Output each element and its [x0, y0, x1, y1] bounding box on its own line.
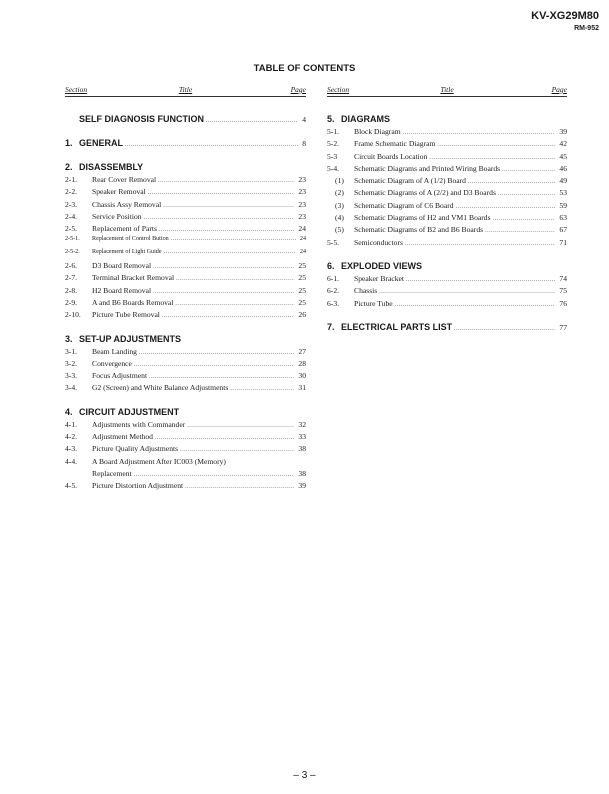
leader-dots: [405, 241, 555, 247]
section-title: DISASSEMBLY: [79, 162, 144, 172]
section-title: DIAGRAMS: [341, 114, 390, 124]
section-number: 3.: [65, 333, 73, 344]
toc-entry[interactable]: [65, 261, 306, 273]
entry-page: 75: [559, 286, 567, 296]
leader-dots: [437, 142, 555, 148]
entry-title: Schematic Diagram of C6 Board: [354, 200, 454, 210]
entry-title: Replacement: [92, 468, 132, 478]
entry-title: Schematic Diagram of A (1/2) Board: [354, 176, 466, 186]
page-number: – 3 –: [293, 770, 316, 781]
section-number: 4.: [65, 406, 73, 417]
toc-entry[interactable]: [65, 420, 306, 432]
entry-number: (5): [335, 225, 344, 235]
toc-entry[interactable]: [65, 444, 306, 456]
toc-left-column: [65, 86, 306, 494]
entry-title: Replacement of Light Guide: [92, 248, 162, 255]
entry-title: A and B6 Boards Removal: [92, 297, 174, 307]
column-header: [327, 86, 567, 97]
model-number: KV-XG29M80: [531, 10, 599, 22]
leader-dots: [175, 301, 294, 307]
toc-entry[interactable]: [327, 225, 567, 237]
toc-entry[interactable]: [65, 286, 306, 298]
entry-number: 4-5.: [65, 481, 78, 491]
entry-number: 2-10.: [65, 310, 81, 320]
toc-entry[interactable]: [65, 469, 306, 481]
header-section: Section: [65, 85, 88, 94]
leader-dots: [206, 118, 298, 124]
entry-page: 28: [298, 358, 306, 368]
entry-page: 45: [559, 151, 567, 161]
toc-list-disassembly: [65, 175, 306, 323]
toc-entry[interactable]: [65, 273, 306, 285]
leader-dots: [395, 302, 556, 308]
toc-entry[interactable]: [65, 383, 306, 395]
entry-number: 6-1.: [327, 273, 340, 283]
leader-dots: [153, 289, 294, 295]
toc-entry[interactable]: [65, 457, 306, 469]
entry-number: 5-2.: [327, 139, 340, 149]
toc-entry[interactable]: [65, 175, 306, 187]
leader-dots: [403, 130, 556, 136]
entry-page: 24: [299, 236, 306, 243]
entry-title: Picture Tube: [354, 298, 393, 308]
entry-page: 71: [559, 237, 567, 247]
remote-model: RM-952: [574, 25, 599, 32]
entry-number: 2-9.: [65, 297, 78, 307]
entry-title: Chassis: [354, 286, 378, 296]
leader-dots: [159, 227, 294, 233]
entry-page: 24: [299, 248, 306, 255]
leader-dots: [456, 204, 556, 210]
entry-number: 2-4.: [65, 211, 78, 221]
entry-page: 39: [298, 481, 306, 491]
entry-page: 23: [298, 199, 306, 209]
leader-dots: [171, 236, 296, 242]
entry-title: Adjustments with Commander: [92, 419, 186, 429]
toc-list-diagrams: [327, 127, 567, 250]
entry-page: 31: [298, 383, 306, 393]
entry-number: (1): [335, 176, 344, 186]
entry-number: (3): [335, 200, 344, 210]
entry-title: Frame Schematic Diagram: [354, 139, 436, 149]
leader-dots: [502, 167, 555, 173]
entry-page: 63: [559, 213, 567, 223]
entry-title: Beam Landing: [92, 346, 137, 356]
entry-page: 38: [298, 468, 306, 478]
entry-page: 25: [298, 273, 306, 283]
entry-title: Speaker Bracket: [354, 273, 404, 283]
section-title: CIRCUIT ADJUSTMENT: [79, 406, 180, 417]
leader-dots: [162, 313, 294, 319]
toc-right-column: [327, 86, 567, 335]
toc-entry[interactable]: [65, 310, 306, 322]
toc-entry[interactable]: [65, 236, 306, 248]
leader-dots: [158, 178, 294, 184]
entry-title: Terminal Bracket Removal: [92, 273, 175, 283]
leader-dots: [379, 289, 555, 295]
header-title: Title: [178, 85, 193, 94]
entry-page: 38: [298, 444, 306, 454]
entry-title: Picture Distortion Adjustment: [92, 481, 184, 491]
entry-title: Replacement of Parts: [92, 224, 157, 234]
entry-number: 2-3.: [65, 199, 78, 209]
toc-entry[interactable]: [327, 299, 567, 311]
entry-number: 2-6.: [65, 261, 78, 271]
entry-title: Adjustment Method: [92, 432, 153, 442]
entry-number: 3-4.: [65, 383, 78, 393]
entry-page: 23: [298, 187, 306, 197]
entry-title: Semiconductors: [354, 237, 403, 247]
leader-dots: [185, 484, 294, 490]
entry-number: 2-8.: [65, 285, 78, 295]
leader-dots: [485, 228, 555, 234]
section-number: 2.: [65, 162, 73, 172]
entry-page: 32: [298, 419, 306, 429]
toc-list-circuit: [65, 420, 306, 494]
entry-page: 25: [298, 261, 306, 271]
leader-dots: [429, 155, 555, 161]
entry-number: 2-1.: [65, 175, 78, 184]
toc-section-electrical-parts-list[interactable]: [327, 322, 567, 335]
leader-dots: [187, 423, 294, 429]
entry-page: 26: [298, 310, 306, 320]
entry-page: 42: [559, 139, 567, 149]
entry-page: 59: [559, 200, 567, 210]
leader-dots: [468, 179, 555, 185]
leader-dots: [155, 435, 294, 441]
leader-dots: [406, 277, 555, 283]
entry-page: 49: [559, 176, 567, 186]
toc-entry[interactable]: [65, 298, 306, 310]
entry-title: Convergence: [92, 358, 132, 368]
leader-dots: [144, 215, 295, 221]
entry-title: Replacement of Control Button: [92, 236, 169, 243]
header-section: Section: [327, 85, 350, 94]
page-title: TABLE OF CONTENTS: [253, 63, 356, 74]
entry-number: 5-4.: [327, 163, 340, 173]
entry-number: 3-2.: [65, 358, 78, 368]
column-header: [65, 86, 306, 97]
toc-entry[interactable]: [65, 224, 306, 236]
leader-dots: [493, 216, 556, 222]
entry-number: 2-5-2.: [65, 248, 80, 255]
entry-number: 6-3.: [327, 298, 340, 308]
toc-entry[interactable]: [327, 201, 567, 213]
leader-dots: [163, 203, 294, 209]
section-page: 8: [302, 139, 306, 148]
entry-page: 76: [559, 298, 567, 308]
toc-entry[interactable]: [65, 481, 306, 493]
toc-list-exploded: [327, 274, 567, 311]
entry-number: 6-2.: [327, 286, 340, 296]
entry-page: 53: [559, 188, 567, 198]
section-number: 1.: [65, 138, 73, 148]
entry-number: 4-2.: [65, 432, 78, 442]
entry-title: Rear Cover Removal: [92, 175, 157, 184]
entry-title: G2 (Screen) and White Balance Adjustments: [92, 383, 229, 393]
toc-entry[interactable]: [327, 238, 567, 250]
toc-section-diagrams[interactable]: [327, 114, 567, 127]
leader-dots: [230, 386, 294, 392]
header-page: Page: [551, 85, 567, 94]
entry-title: Schematic Diagrams of H2 and VM1 Boards: [354, 213, 491, 223]
entry-number: 2-5-1.: [65, 236, 80, 243]
toc-entry[interactable]: [65, 371, 306, 383]
entry-number: 2-2.: [65, 187, 78, 197]
entry-title: Circuit Boards Location: [354, 151, 428, 161]
leader-dots: [139, 350, 294, 356]
toc-entry[interactable]: [327, 152, 567, 164]
entry-page: 33: [298, 432, 306, 442]
toc-entry[interactable]: [65, 187, 306, 199]
leader-dots: [180, 447, 294, 453]
leader-dots: [164, 249, 296, 255]
entry-title: Picture Tube Removal: [92, 310, 160, 320]
entry-page: 24: [298, 224, 306, 234]
entry-title: Focus Adjustment: [92, 371, 148, 381]
toc-entry[interactable]: [327, 213, 567, 225]
entry-page: 46: [559, 163, 567, 173]
entry-title: Schematic Diagrams of A (2/2) and D3 Boards: [354, 188, 496, 198]
entry-title: Block Diagram: [354, 127, 401, 136]
entry-number: 4-3.: [65, 444, 78, 454]
toc-entry[interactable]: [327, 139, 567, 151]
toc-section-setup-adjustments[interactable]: [65, 334, 306, 347]
leader-dots: [148, 190, 295, 196]
entry-page: 25: [298, 297, 306, 307]
entry-number: (4): [335, 213, 344, 223]
entry-number: 3-3.: [65, 371, 78, 381]
header-page: Page: [290, 85, 306, 94]
entry-page: 27: [298, 346, 306, 356]
entry-page: 23: [298, 175, 306, 184]
toc-entry[interactable]: [65, 432, 306, 444]
toc-entry[interactable]: [327, 127, 567, 139]
entry-page: 30: [298, 371, 306, 381]
header-title: Title: [440, 85, 454, 94]
entry-number: 2-5.: [65, 224, 78, 234]
entry-title: Service Position: [92, 211, 142, 221]
entry-number: (2): [335, 188, 344, 198]
toc-section-exploded-views[interactable]: [327, 261, 567, 274]
section-title: GENERAL: [79, 138, 124, 148]
toc-entry[interactable]: [65, 359, 306, 371]
section-title: SET-UP ADJUSTMENTS: [79, 333, 182, 344]
section-number: 7.: [327, 321, 335, 332]
section-title: SELF DIAGNOSIS FUNCTION: [79, 114, 205, 124]
toc-entry[interactable]: [65, 200, 306, 212]
entry-title: Chassis Assy Removal: [92, 199, 162, 209]
entry-number: 3-1.: [65, 346, 78, 356]
section-number: 6.: [327, 260, 335, 271]
toc-entry[interactable]: [327, 274, 567, 286]
toc-section-general[interactable]: [65, 138, 306, 151]
toc-section-self-diagnosis[interactable]: [65, 114, 306, 127]
section-page: 4: [302, 115, 306, 124]
leader-dots: [454, 326, 555, 332]
section-title: ELECTRICAL PARTS LIST: [341, 321, 453, 332]
leader-dots: [498, 191, 555, 197]
leader-dots: [125, 142, 298, 148]
entry-title: Schematic Diagrams and Printed Wiring Boards: [354, 163, 501, 173]
entry-page: 67: [559, 225, 567, 235]
leader-dots: [153, 264, 294, 270]
section-title: EXPLODED VIEWS: [341, 260, 423, 271]
toc-section-circuit-adjustment[interactable]: [65, 407, 306, 420]
entry-title: Picture Quality Adjustments: [92, 444, 179, 454]
entry-number: 4-4.: [65, 456, 78, 466]
entry-title: Schematic Diagrams of B2 and B6 Boards: [354, 225, 484, 235]
toc-entry[interactable]: [65, 212, 306, 224]
toc-section-disassembly[interactable]: [65, 162, 306, 175]
entry-title: A Board Adjustment After IC003 (Memory): [92, 456, 226, 466]
toc-entry[interactable]: [327, 176, 567, 188]
toc-entry[interactable]: [65, 249, 306, 261]
entry-number: 4-1.: [65, 419, 78, 429]
toc-entry[interactable]: [327, 286, 567, 298]
entry-number: 5-5.: [327, 237, 340, 247]
entry-title: H2 Board Removal: [92, 285, 152, 295]
leader-dots: [149, 374, 294, 380]
leader-dots: [134, 362, 294, 368]
toc-entry[interactable]: [327, 188, 567, 200]
toc-entry[interactable]: [327, 164, 567, 176]
leader-dots: [134, 472, 295, 478]
leader-dots: [176, 276, 294, 282]
entry-title: D3 Board Removal: [92, 261, 152, 271]
entry-page: 25: [298, 285, 306, 295]
entry-number: 2-7.: [65, 273, 78, 283]
section-number: 5.: [327, 114, 335, 124]
section-page: 77: [559, 322, 567, 332]
entry-number: 5-3: [327, 151, 338, 161]
toc-entry[interactable]: [65, 347, 306, 359]
entry-page: 23: [298, 211, 306, 221]
entry-number: 5-1.: [327, 127, 340, 136]
toc-list-setup: [65, 347, 306, 396]
entry-page: 39: [559, 127, 567, 136]
entry-page: 74: [559, 273, 567, 283]
entry-title: Speaker Removal: [92, 187, 146, 197]
